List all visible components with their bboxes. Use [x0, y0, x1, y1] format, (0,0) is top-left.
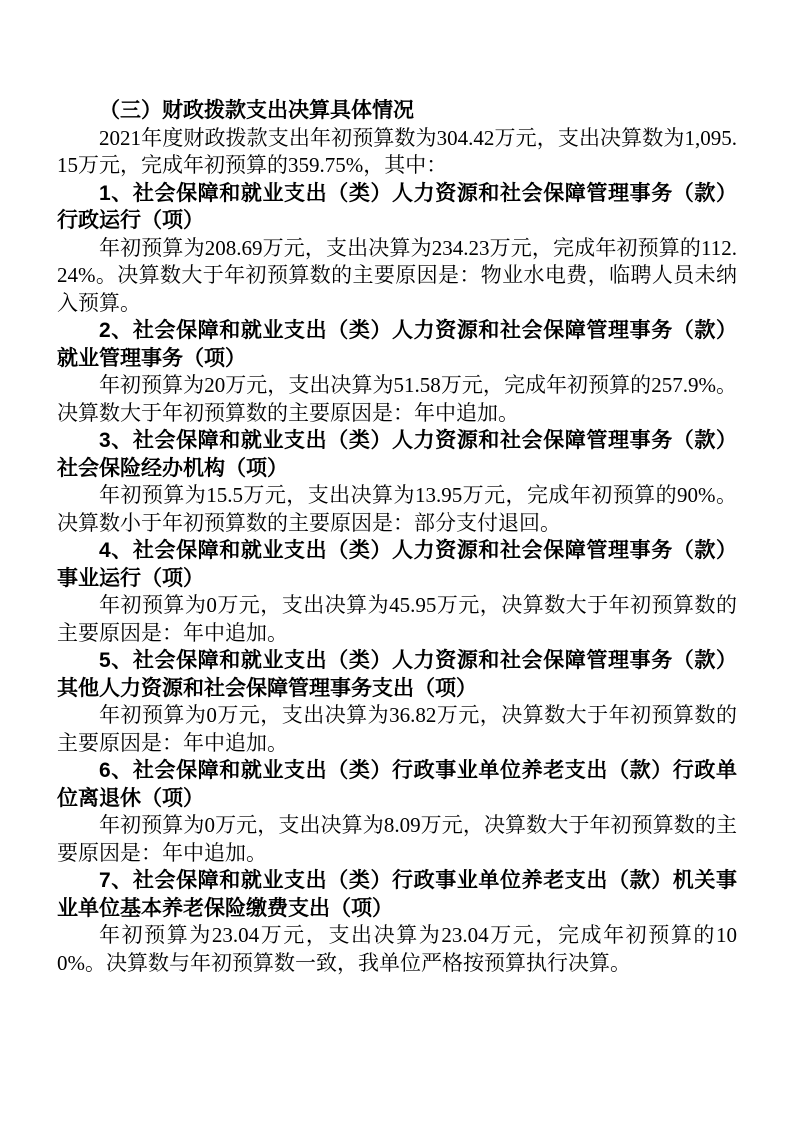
item-body-3: 年初预算为15.5万元，支出决算为13.95万元，完成年初预算的90%。决算数小于年初预算数的主要原因是：部分支付退回。	[57, 483, 737, 535]
item-body-4: 年初预算为0万元，支出决算为45.95万元，决算数大于年初预算数的主要原因是：年中追加。	[57, 593, 737, 645]
item-title-1: 1、社会保障和就业支出（类）人力资源和社会保障管理事务（款）行政运行（项）	[57, 181, 737, 232]
section-heading: （三）财政拨款支出决算具体情况	[99, 99, 414, 122]
intro-paragraph: 2021年度财政拨款支出年初预算数为304.42万元，支出决算数为1,095.15万元，完成年初预算的359.75%，其中：	[57, 125, 737, 177]
item-title-3: 3、社会保障和就业支出（类）人力资源和社会保障管理事务（款）社会保险经办机构（项）	[57, 429, 737, 480]
item-title-5: 5、社会保障和就业支出（类）人力资源和社会保障管理事务（款）其他人力资源和社会保障管理事务支出（项）	[57, 649, 737, 700]
item-title-4: 4、社会保障和就业支出（类）人力资源和社会保障管理事务（款）事业运行（项）	[57, 539, 737, 590]
item-body-1: 年初预算为208.69万元，支出决算为234.23万元，完成年初预算的112.24%。决算数大于年初预算数的主要原因是：物业水电费，临聘人员未纳入预算。	[57, 235, 737, 315]
item-title-7: 7、社会保障和就业支出（类）行政事业单位养老支出（款）机关事业单位基本养老保险缴费支出（项）	[57, 869, 737, 920]
item-body-7: 年初预算为23.04万元，支出决算为23.04万元，完成年初预算的100%。决算数与年初预算数一致，我单位严格按预算执行决算。	[57, 923, 737, 975]
item-title-6: 6、社会保障和就业支出（类）行政事业单位养老支出（款）行政单位离退休（项）	[57, 759, 737, 810]
item-body-5: 年初预算为0万元，支出决算为36.82万元，决算数大于年初预算数的主要原因是：年中追加。	[57, 703, 737, 755]
item-title-2: 2、社会保障和就业支出（类）人力资源和社会保障管理事务（款）就业管理事务（项）	[57, 319, 737, 370]
item-body-6: 年初预算为0万元，支出决算为8.09万元，决算数大于年初预算数的主要原因是：年中追加。	[57, 813, 737, 865]
item-body-2: 年初预算为20万元，支出决算为51.58万元，完成年初预算的257.9%。决算数大于年初预算数的主要原因是：年中追加。	[57, 373, 737, 425]
